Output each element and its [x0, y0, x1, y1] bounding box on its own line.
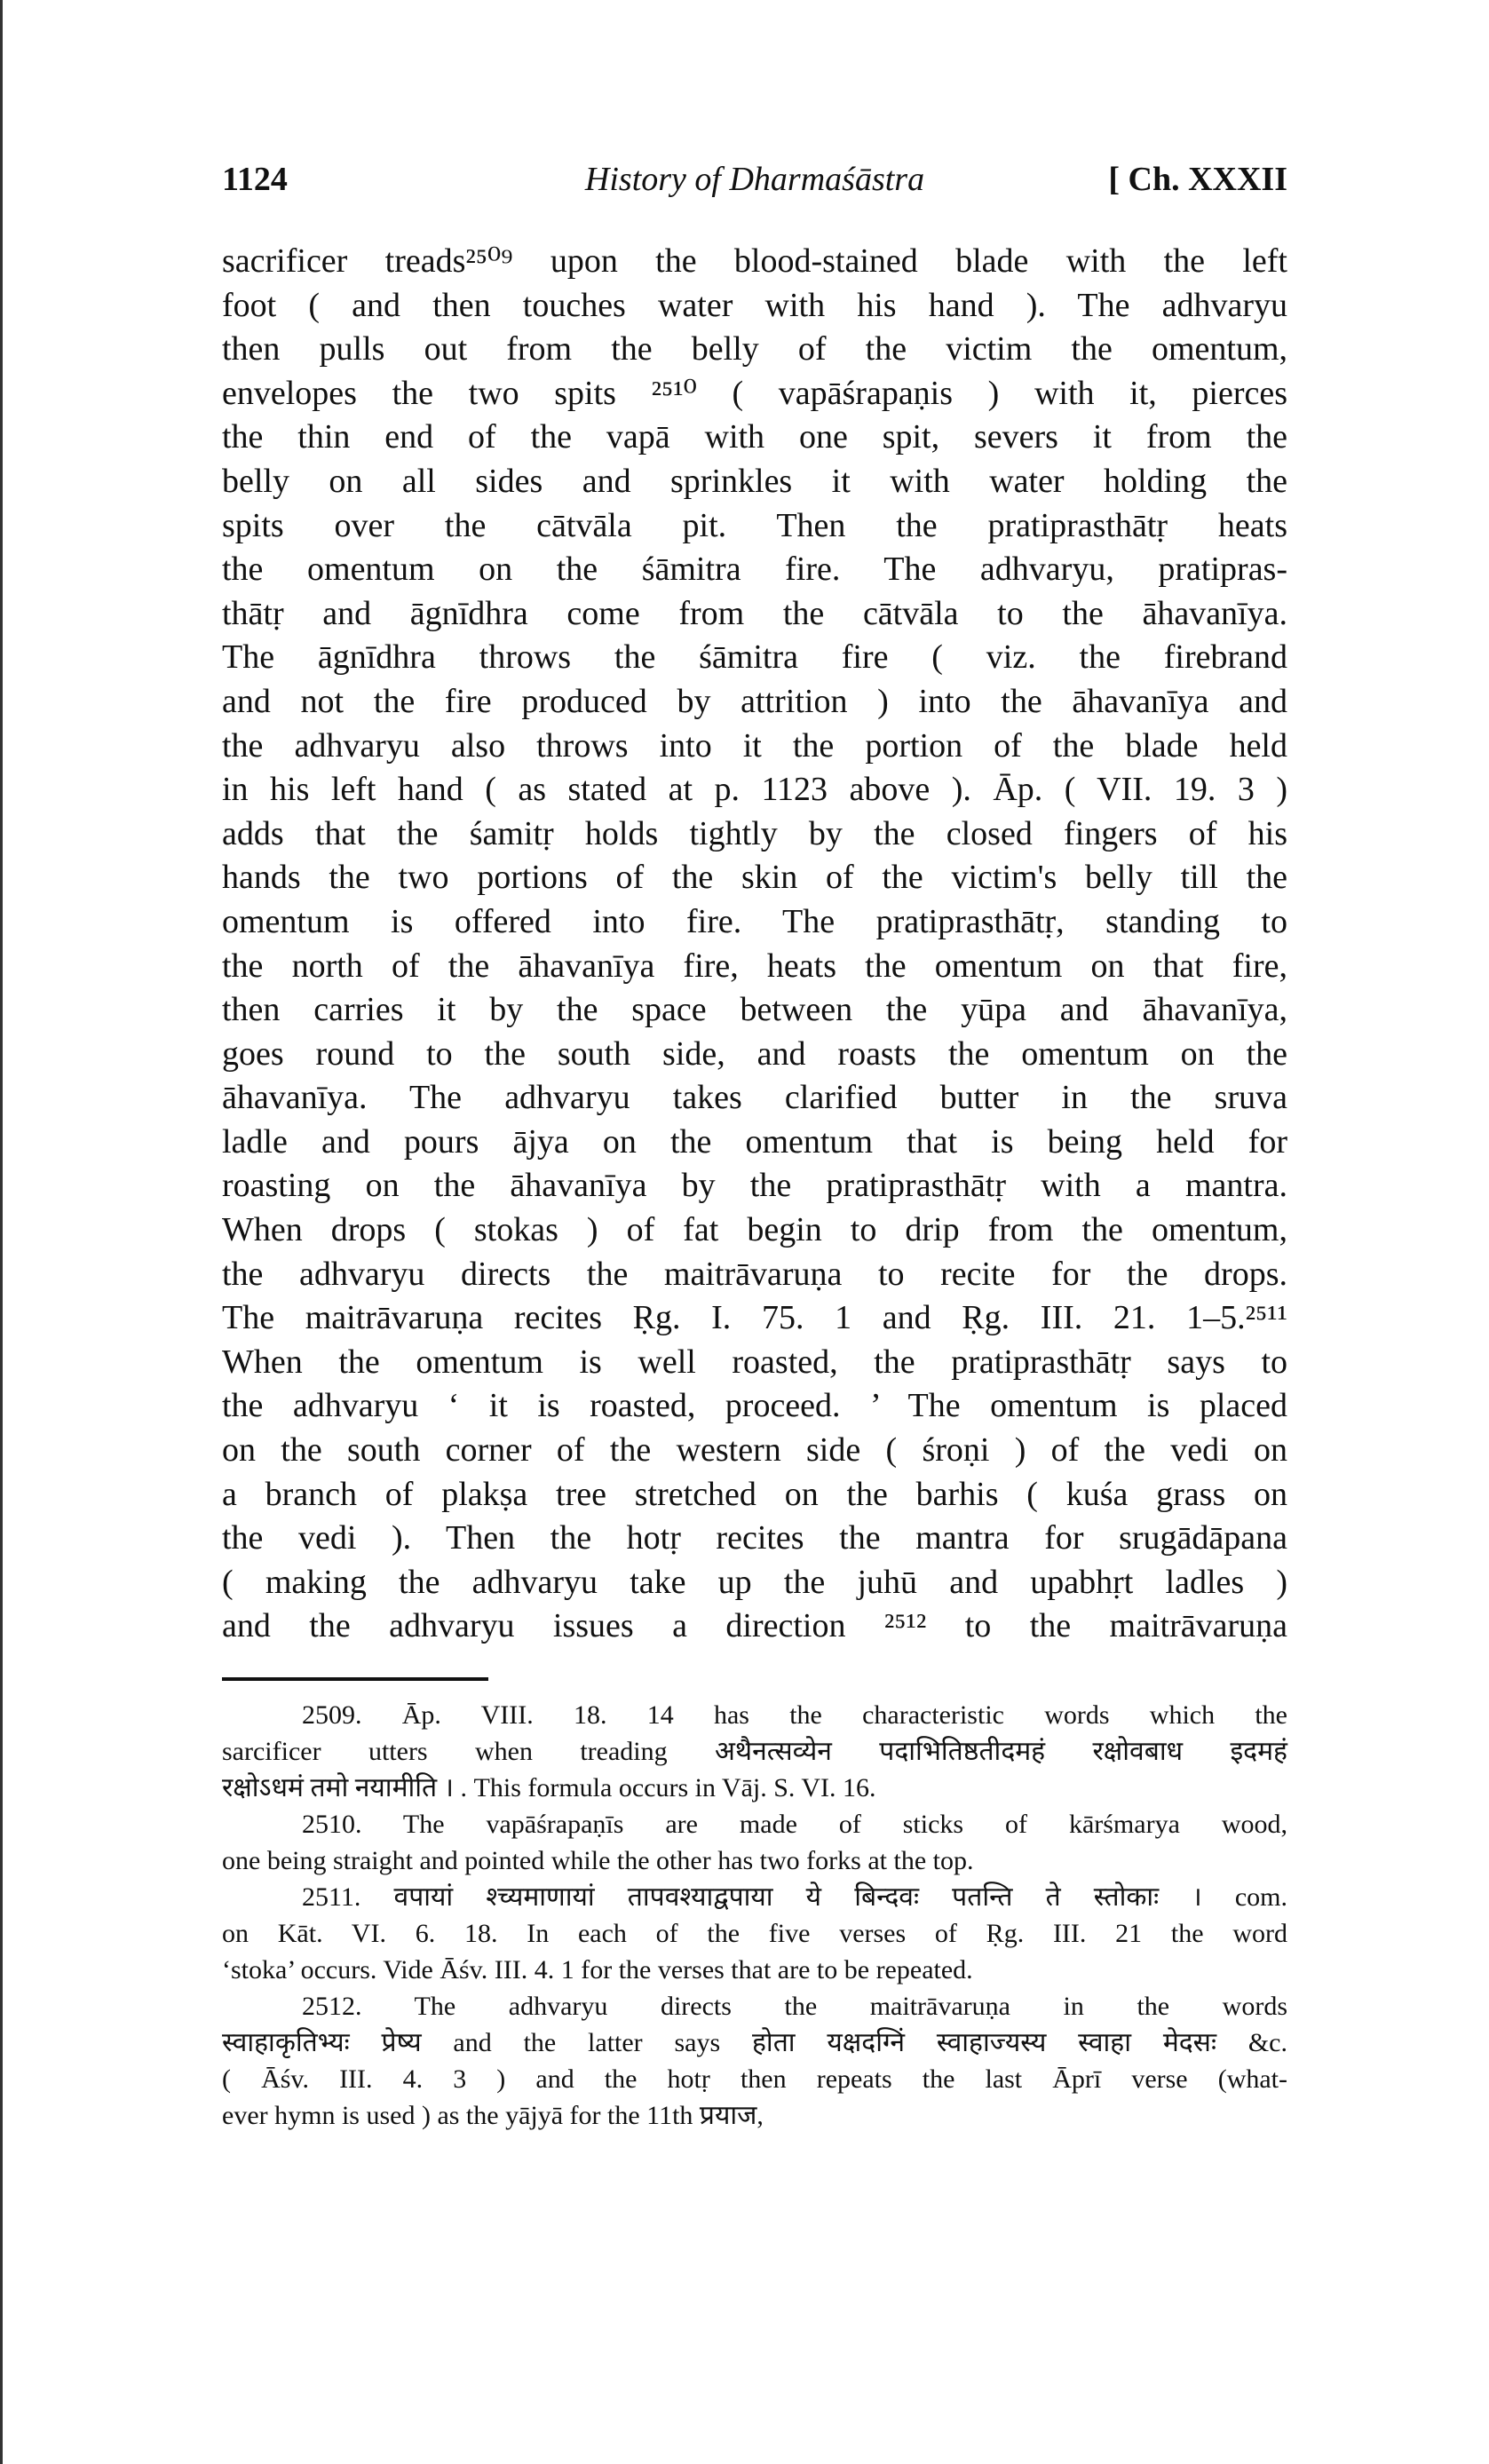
text-line: The āgnīdhra throws the śāmitra fire ( viz. the firebrand — [222, 638, 1287, 677]
footnote-line: 2510. The vapāśrapaṇīs are made of sticks of kārśmarya wood, — [302, 1810, 1287, 1839]
text-line: the north of the āhavanīya fire, heats the omentum on that fire, — [222, 947, 1287, 985]
footnote — [222, 1988, 1287, 2134]
footnote — [222, 1697, 1287, 1806]
book-title: History of Dharmaśāstra — [584, 161, 925, 198]
text-line: adds that the śamitṛ holds tightly by the closed fingers of his — [222, 814, 1287, 852]
book-page — [222, 160, 1287, 2134]
text-line: the vedi ). Then the hotṛ recites the mantra for srugādāpana — [222, 1519, 1287, 1557]
text-line: spits over the cātvāla pit. Then the pratiprasthātṛ heats — [222, 506, 1287, 544]
main-text — [222, 240, 1287, 1649]
footnote-line: 2509. Āp. VIII. 18. 14 has the characteristic words which the — [302, 1700, 1287, 1730]
running-head — [222, 160, 1287, 213]
footnote-line: 2511. वपायां श्च्यमाणायां तापवश्याद्वपाया ये बिन्दवः पतन्ति ते स्तोकाः । com. — [302, 1882, 1287, 1912]
footnotes — [222, 1697, 1287, 2134]
footnote-line: ( Āśv. III. 4. 3 ) and the hotṛ then repeats the last Āprī verse (what- — [222, 2064, 1287, 2094]
page-number: 1124 — [222, 161, 288, 198]
footnote-line: one being straight and pointed while the other has two forks at the top. — [222, 1846, 974, 1875]
footnote-line: ‘stoka’ occurs. Vide Āśv. III. 4. 1 for the verses that are to be repeated. — [222, 1955, 973, 1985]
text-line: ( making the adhvaryu take up the juhū and upabhṛt ladles ) — [222, 1563, 1287, 1601]
text-line: then carries it by the space between the yūpa and āhavanīya, — [222, 991, 1287, 1029]
text-line: a branch of plakṣa tree stretched on the barhis ( kuśa grass on — [222, 1475, 1287, 1513]
text-line: goes round to the south side, and roasts the omentum on the — [222, 1034, 1287, 1073]
page-edge-line — [0, 0, 3, 2464]
text-line: The maitrāvaruṇa recites Ṛg. I. 75. 1 and Ṛg. III. 21. 1–5.²⁵¹¹ — [222, 1299, 1287, 1337]
text-line: the adhvaryu ‘ it is roasted, proceed. ’ The omentum is placed — [222, 1387, 1287, 1425]
text-line: When drops ( stokas ) of fat begin to drip from the omentum, — [222, 1211, 1287, 1249]
text-line: omentum is offered into fire. The pratiprasthātṛ, standing to — [222, 902, 1287, 940]
text-line: in his left hand ( as stated at p. 1123 above ). Āp. ( VII. 19. 3 ) — [222, 771, 1287, 809]
footnote-rule — [222, 1677, 488, 1681]
text-line: the omentum on the śāmitra fire. The adhvaryu, pratipras- — [222, 551, 1287, 589]
text-line: envelopes the two spits ²⁵¹⁰ ( vapāśrapaṇis ) with it, pierces — [222, 374, 1287, 412]
text-line: belly on all sides and sprinkles it with water holding the — [222, 462, 1287, 500]
footnote-line: स्वाहाकृतिभ्यः प्रेष्य and the latter says होता यक्षदग्निं स्वाहाज्यस्य स्वाहा मेदसः &c. — [222, 2028, 1287, 2057]
footnote — [222, 1879, 1287, 1988]
text-line: ladle and pours ājya on the omentum that is being held for — [222, 1122, 1287, 1161]
text-line: foot ( and then touches water with his hand ). The adhvaryu — [222, 286, 1287, 324]
footnote-line: 2512. The adhvaryu directs the maitrāvaruṇa in the words — [302, 1992, 1287, 2021]
text-line: sacrificer treads²⁵⁰⁹ upon the blood-stained blade with the left — [222, 242, 1287, 280]
text-line: the adhvaryu directs the maitrāvaruṇa to recite for the drops. — [222, 1255, 1287, 1293]
text-line: roasting on the āhavanīya by the pratiprasthātṛ with a mantra. — [222, 1167, 1287, 1205]
footnote — [222, 1806, 1287, 1879]
text-line: and the adhvaryu issues a direction ²⁵¹² to the maitrāvaruṇa — [222, 1607, 1287, 1645]
footnote-line: रक्षोऽधमं तमो नयामीति । . This formula occurs in Vāj. S. VI. 16. — [222, 1773, 876, 1802]
text-line: the thin end of the vapā with one spit, severs it from the — [222, 418, 1287, 456]
text-line: on the south corner of the western side ( śroṇi ) of the vedi on — [222, 1431, 1287, 1470]
text-line: and not the fire produced by attrition ) into the āhavanīya and — [222, 682, 1287, 720]
text-line: hands the two portions of the skin of the victim's belly till the — [222, 859, 1287, 897]
text-line: thātṛ and āgnīdhra come from the cātvāla to the āhavanīya. — [222, 594, 1287, 632]
text-line: āhavanīya. The adhvaryu takes clarified butter in the sruva — [222, 1079, 1287, 1117]
text-line: When the omentum is well roasted, the pratiprasthātṛ says to — [222, 1343, 1287, 1381]
chapter-label: [ Ch. XXXII — [1108, 161, 1287, 198]
footnote-line: ever hymn is used ) as the yājyā for the 11th प्रयाज, — [222, 2101, 764, 2130]
text-line: then pulls out from the belly of the victim the omentum, — [222, 330, 1287, 368]
text-line: the adhvaryu also throws into it the portion of the blade held — [222, 726, 1287, 765]
footnote-line: on Kāt. VI. 6. 18. In each of the five verses of Ṛg. III. 21 the word — [222, 1919, 1287, 1948]
footnote-line: sarcificer utters when treading अथैनत्सव्येन पदाभितिष्ठतीदमहं रक्षोवबाध इदमहं — [222, 1737, 1287, 1766]
